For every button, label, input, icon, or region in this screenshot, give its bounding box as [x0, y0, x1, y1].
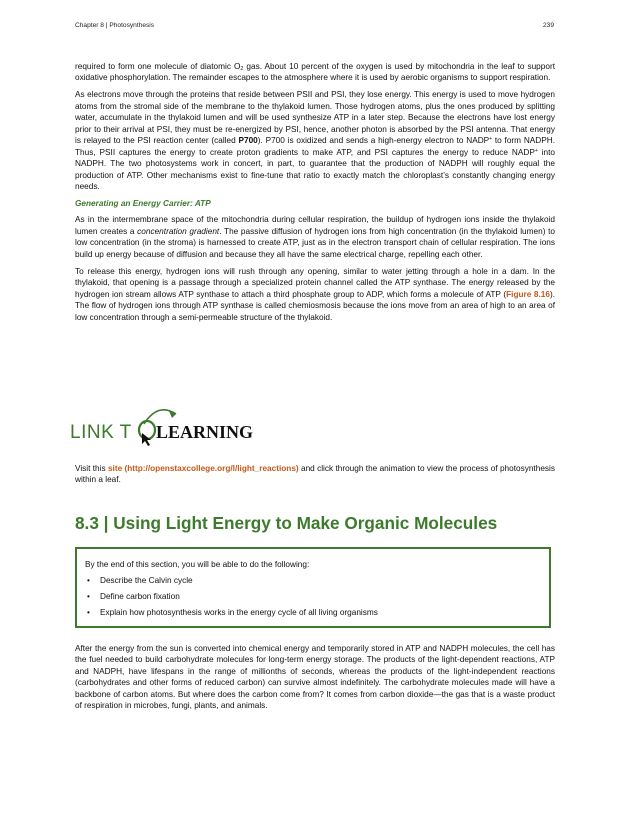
subheading: Generating an Energy Carrier: ATP [75, 198, 211, 208]
p700-term: P700 [238, 136, 258, 146]
svg-text:LEARNING: LEARNING [156, 422, 254, 442]
paragraph-5: After the energy from the sun is converted into chemical energy and temporarily stored in ATP and NADPH molecules, the cell has the fuel needed to build carbohydrate molecules for long-term energy storage. The products of the light-dependent reactions, ATP and NADPH, have lifespans in the range of millionths of seconds, whereas the products of the light-independent reactions (carbohydrates and other forms of reduced carbon) can survive almost indefinitely. The carbohydrate molecules made will have a backbone of carbon atoms. But where does the carbon come from? It comes from carbon dioxide—the gas that is a waste product of respiration in microbes, fungi, plants, and animals. [75, 644, 555, 711]
learning-objectives-box [75, 547, 551, 628]
page-number: 239 [542, 22, 554, 29]
running-head: Chapter 8 | Photosynthesis [75, 22, 155, 29]
figure-link[interactable]: Figure 8.16 [506, 289, 550, 299]
link-to-learning-logo [68, 400, 254, 450]
list-item: • Describe the Calvin cycle [85, 576, 378, 592]
svg-text:LINK T: LINK T [70, 422, 132, 443]
list-item: • Explain how photosynthesis works in the energy cycle of all living organisms [85, 608, 378, 624]
objectives-lead: By the end of this section, you will be able to do the following: [85, 560, 310, 569]
list-item: • Define carbon fixation [85, 592, 378, 608]
section-title: 8.3 | Using Light Energy to Make Organic Molecules [75, 513, 498, 533]
body-text [75, 61, 555, 329]
paragraph-1: required to form one molecule of diatomic $O_2$ gas. About 10 percent of the oxygen is used by mitochondria in the leaf to support oxidative phosphorylation. The remainder escapes to the atmosphere where it is used by aerobic organisms to support respiration. [75, 62, 555, 83]
cursor-icon [142, 433, 151, 446]
link-to-learning-text: Visit this site (http://openstaxcollege.org/l/light_reactions) and click through the animation to view the process of photosynthesis within a leaf. [75, 464, 555, 485]
external-site-link[interactable]: site (http://openstaxcollege.org/l/light_reactions) [107, 464, 299, 473]
key-term: concentration gradient [137, 226, 220, 236]
paragraph-4: To release this energy, hydrogen ions will rush through any opening, similar to water jetting through a hole in a dam. In the thylakoid, that opening is a passage through a specialized protein channel called the ATP synthase. The energy released by the hydrogen ion stream allows ATP synthase to attach a third phosphate group to ADP, which forms a molecule of ATP (Figure 8.16). The flow of hydrogen ions through ATP synthase is called chemiosmosis because the ions move from an area of high to an area of low concentration through a semi-permeable structure of the thylakoid. [75, 266, 556, 322]
paragraph-2: As electrons move through the proteins that reside between PSII and PSI, they lose energy. This energy is used to move hydrogen atoms from the stromal side of the membrane to the thylakoid lumen. Those hydrogen atoms, plus the ones produced by splitting water, accumulate in the thylakoid lumen and will be used synthesize ATP in a later step. Because the electrons have lost energy prior to their arrival at PSI, they must be re-energized by PSI, hence, another photon is absorbed by the PSI antenna. That energy is relayed to the PSI reaction center (called P700). P700 is oxidized and sends a high-energy electron to NADP+ to form NADPH. Thus, PSII captures the energy to create proton gradients to make ATP, and PSI captures the energy to reduce NADP+ into NADPH. The two photosystems work in concert, in part, to guarantee that the production of NADPH will roughly equal the production of ATP. Other mechanisms exist to fine-tune that ratio to exactly match the chloroplast’s constantly changing energy needs. [75, 90, 556, 192]
page-header [75, 22, 554, 29]
objectives-list [85, 576, 378, 625]
section-intro [75, 643, 555, 717]
paragraph-3: As in the intermembrane space of the mitochondria during cellular respiration, the buildup of hydrogen ions inside the thylakoid lumen creates a concentration gradient. The passive diffusion of hydrogen ions from high concentration (in the thylakoid lumen) to low concentration (in the stroma) is harnessed to create ATP, just as in the electron transport chain of cellular respiration. The ions build up energy because of diffusion and because they all have the same electrical charge, repelling each other. [75, 215, 556, 259]
